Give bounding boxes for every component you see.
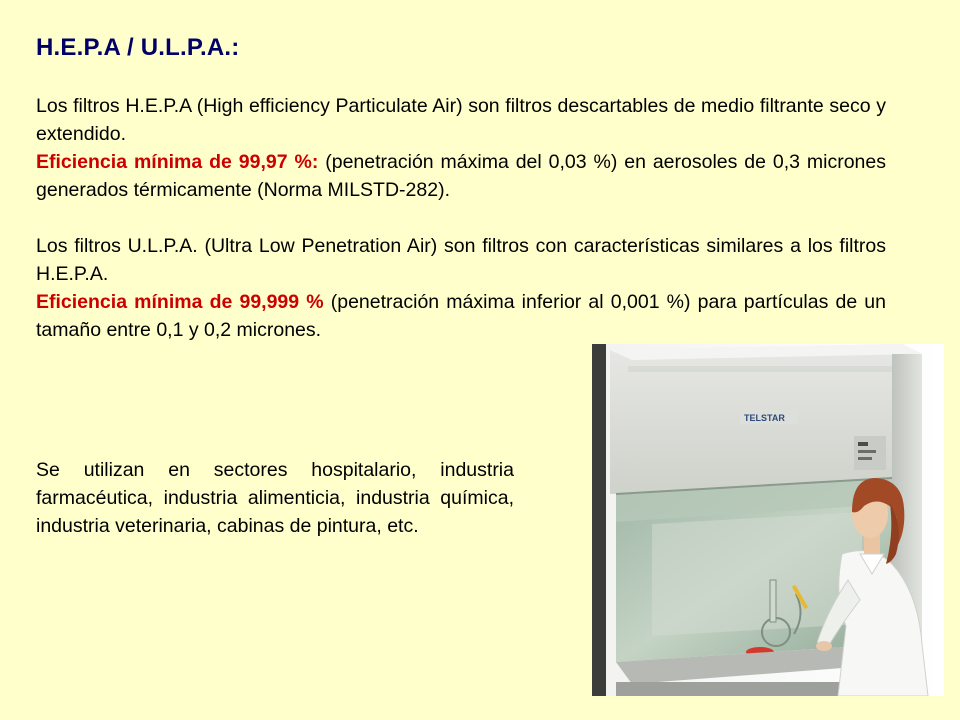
- hepa-efficiency-text: (penetración máxima del 0,03 %) en aerosoles de 0,3 micrones generados térmicamente (Norma MILSTD-282).: [36, 151, 886, 201]
- ulpa-efficiency-text: (penetración máxima inferior al 0,001 %) para partículas de un tamaño entre 0,1 y 0,2 micrones.: [36, 291, 886, 341]
- ulpa-description: Los filtros U.L.P.A. (Ultra Low Penetration Air) son filtros con características similares a los filtros H.E.P.A.: [36, 235, 886, 285]
- cabinet-brand-label: TELSTAR: [744, 413, 785, 423]
- hepa-description: Los filtros H.E.P.A (High efficiency Particulate Air) son filtros descartables de medio filtrante seco y extendido.: [36, 95, 886, 145]
- slide-title: H.E.P.A / U.L.P.A.:: [36, 34, 240, 61]
- hepa-efficiency-label: Eficiencia mínima de 99,97 %:: [36, 151, 319, 173]
- hepa-paragraph: [36, 92, 886, 204]
- ulpa-efficiency-label: Eficiencia mínima de 99,999 %: [36, 291, 324, 313]
- ulpa-paragraph: [36, 232, 886, 344]
- uses-paragraph: Se utilizan en sectores hospitalario, industria farmacéutica, industria alimenticia, industria química, industria veterinaria, cabinas de pintura, etc.: [36, 459, 514, 537]
- laminar-flow-cabinet-photo: [592, 344, 944, 696]
